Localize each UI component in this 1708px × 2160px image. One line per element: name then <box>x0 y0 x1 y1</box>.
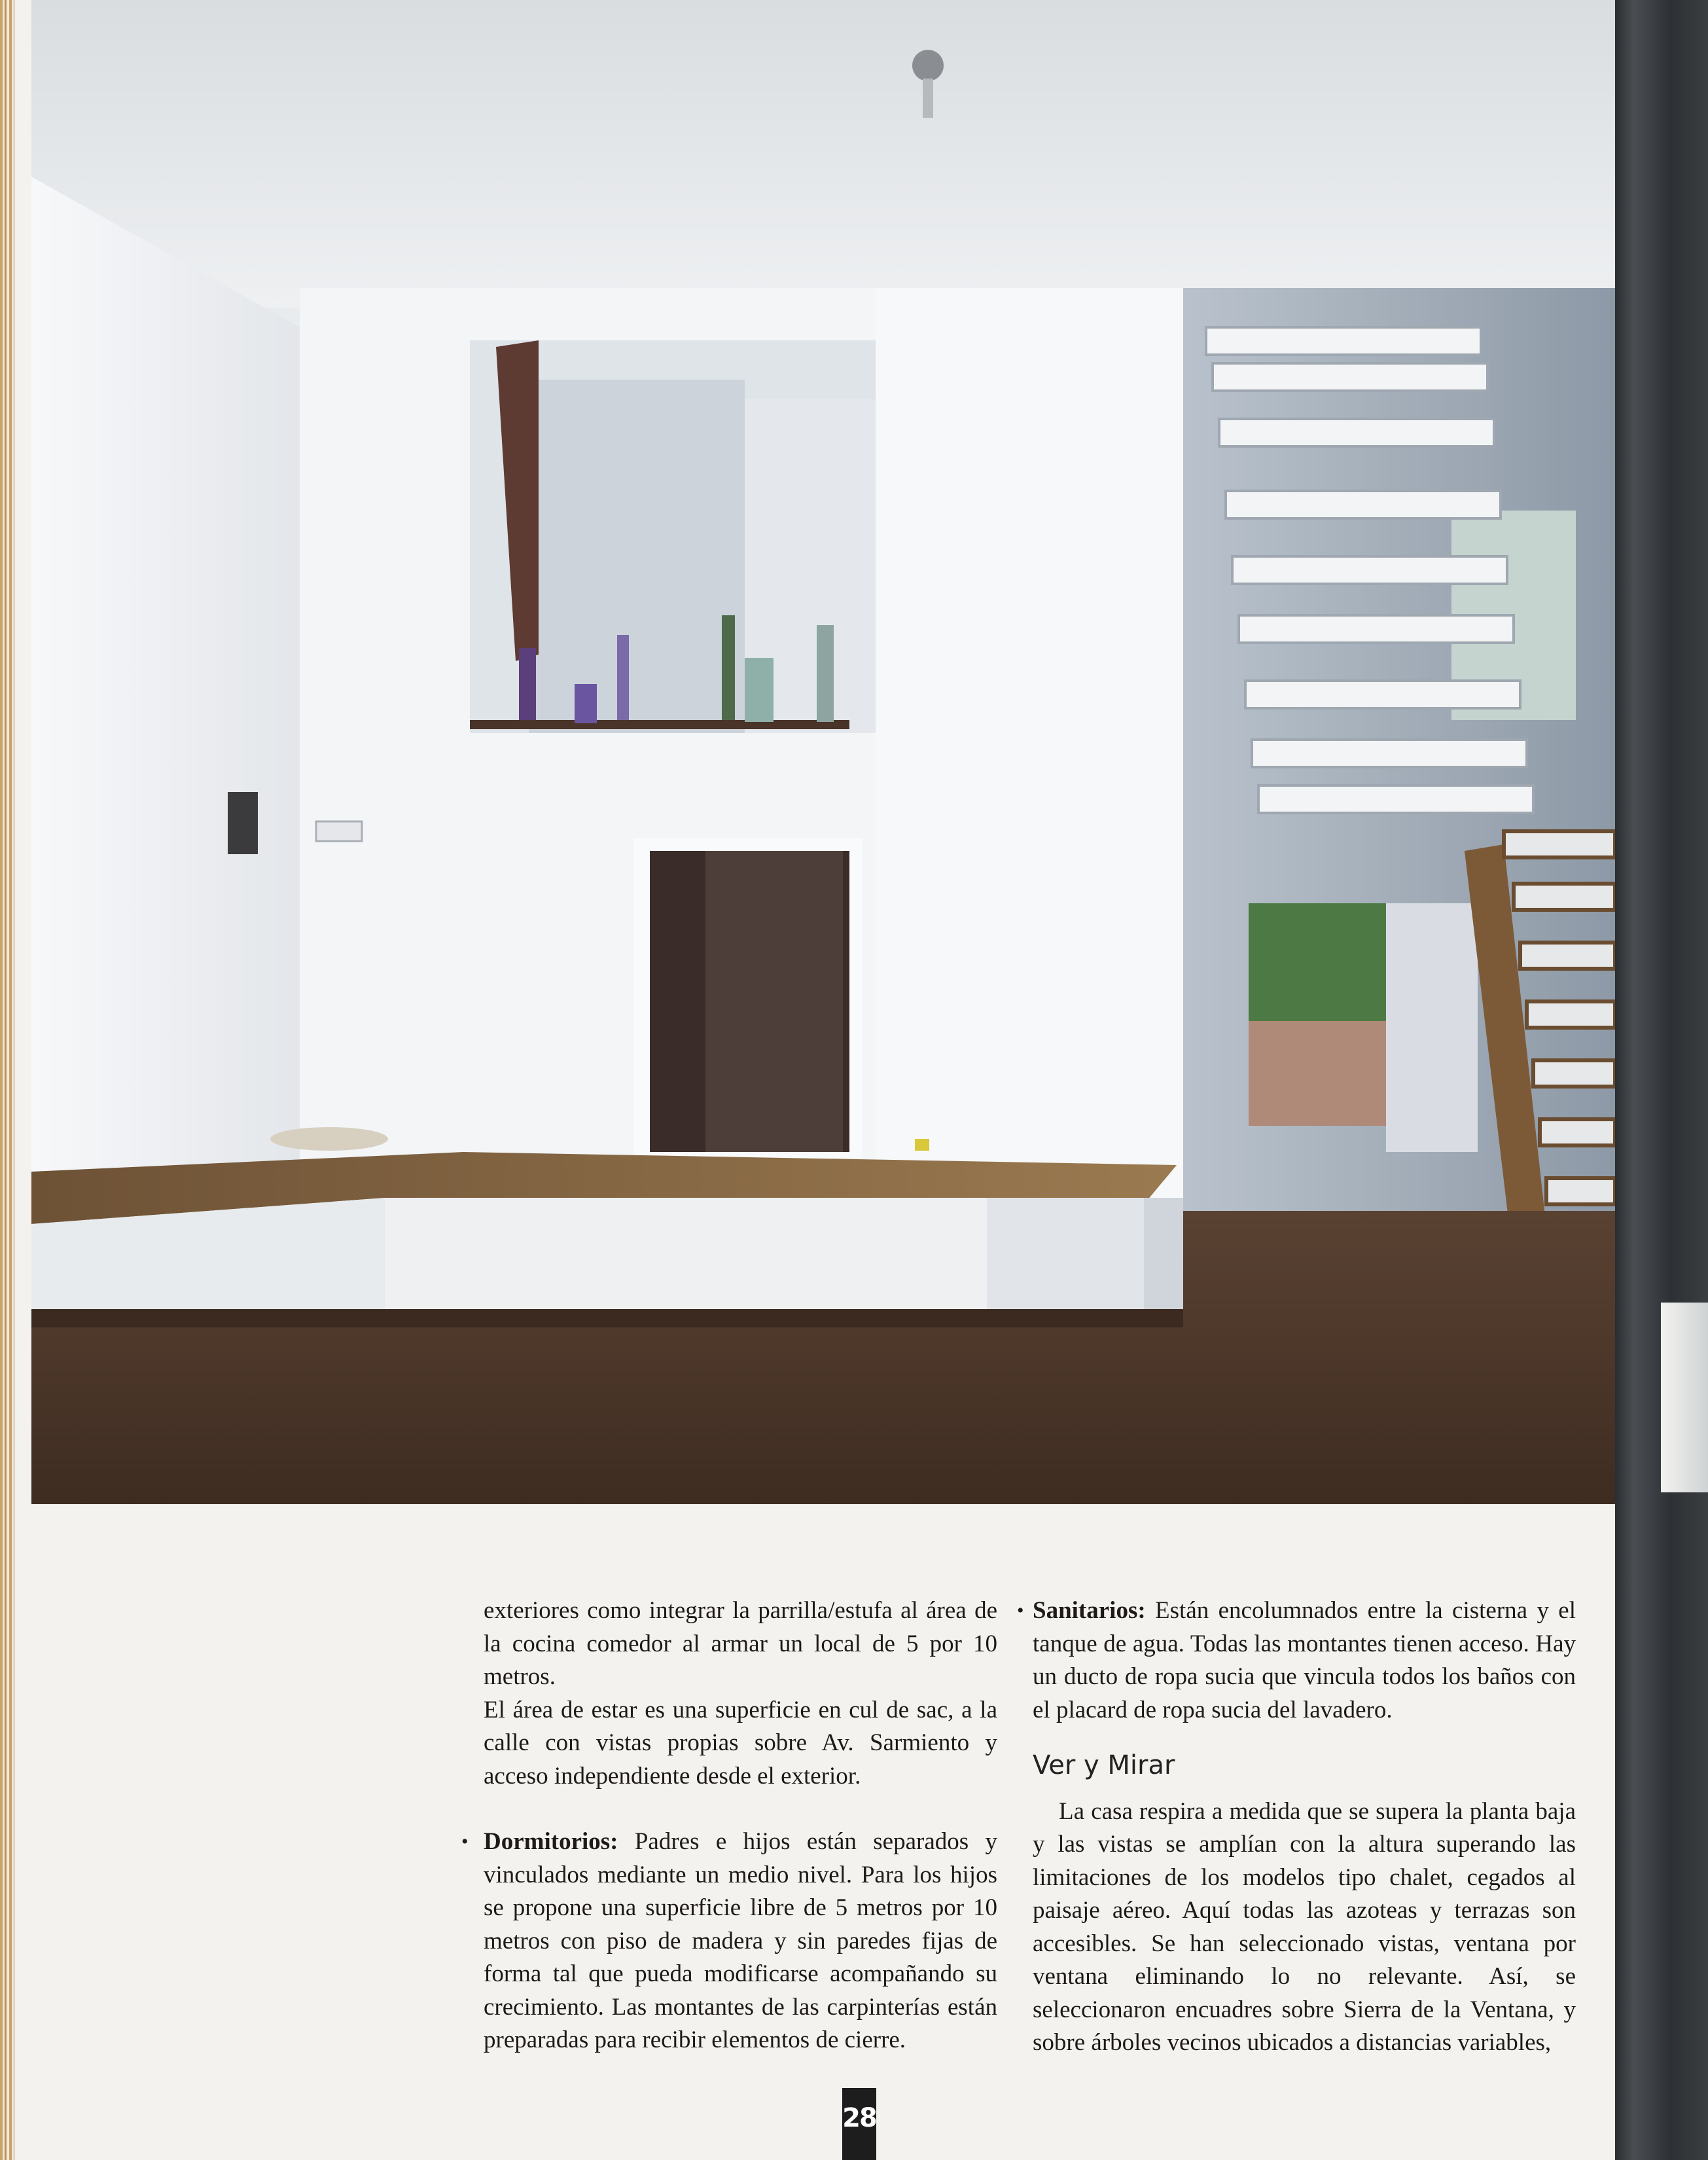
paragraph-ver-y-mirar: La casa respira a medida que se supera la planta baja y las vistas se amplían con la altura superando las limitaciones de los modelos tipo chalet, cegados al paisaje aéreo. Aquí todas las azoteas y terrazas son accesibles. Se han seleccionado vistas, ventana por ventana eliminando lo no relevante. Así, se seleccionaron encuadres sobre Sierra de la Ventana, y sobre árboles vecinos ubicados a distancias variables, <box>1033 1797 1576 2056</box>
term-sanitarios: Sanitarios: <box>1033 1597 1146 1624</box>
adjacent-page-photo-strip <box>1661 1303 1708 1492</box>
paragraph-living-area: El área de estar es una superficie en cul de sac, a la calle con vistas propias sobre Av. Sarmiento y acceso independiente desde el exterior. <box>484 1696 997 1790</box>
bullet-marker: • <box>461 1831 469 1852</box>
text-sanitarios: Están encolumnados entre la cisterna y el tanque de agua. Todas las montantes tienen acceso. Hay un ducto de ropa sucia que vincula todos los baños con el placard de ropa sucia del lavadero. <box>1033 1597 1576 1723</box>
bullet-sanitarios <box>1017 1594 1576 1727</box>
term-dormitorios: Dormitorios: <box>484 1828 618 1855</box>
section-heading-ver-y-mirar: Ver y Mirar <box>1033 1750 1175 1780</box>
text-dormitorios: Padres e hijos están separados y vinculados mediante un medio nivel. Para los hijos se propone una superficie libre de 5 metros por 10 metros con piso de madera y sin paredes fijas de forma tal que pueda modificarse acompañando su crecimiento. Las montantes de las carpinterías están preparadas para recibir elementos de cierre. <box>484 1828 997 2053</box>
bullet-dormitorios <box>461 1826 997 2057</box>
paragraph-intro: exteriores como integrar la parrilla/estufa al área de la cocina comedor al armar un local de 5 por 10 metros. <box>484 1597 997 1690</box>
bullet-marker: • <box>1017 1600 1024 1621</box>
text-column-right <box>1017 1594 1576 2060</box>
adjacent-page-edge <box>1615 0 1708 2160</box>
page-number: 28 <box>842 2088 876 2160</box>
book-binding-edge <box>0 0 14 2160</box>
text-column-left <box>461 1594 997 2057</box>
interior-photo <box>31 0 1615 1504</box>
